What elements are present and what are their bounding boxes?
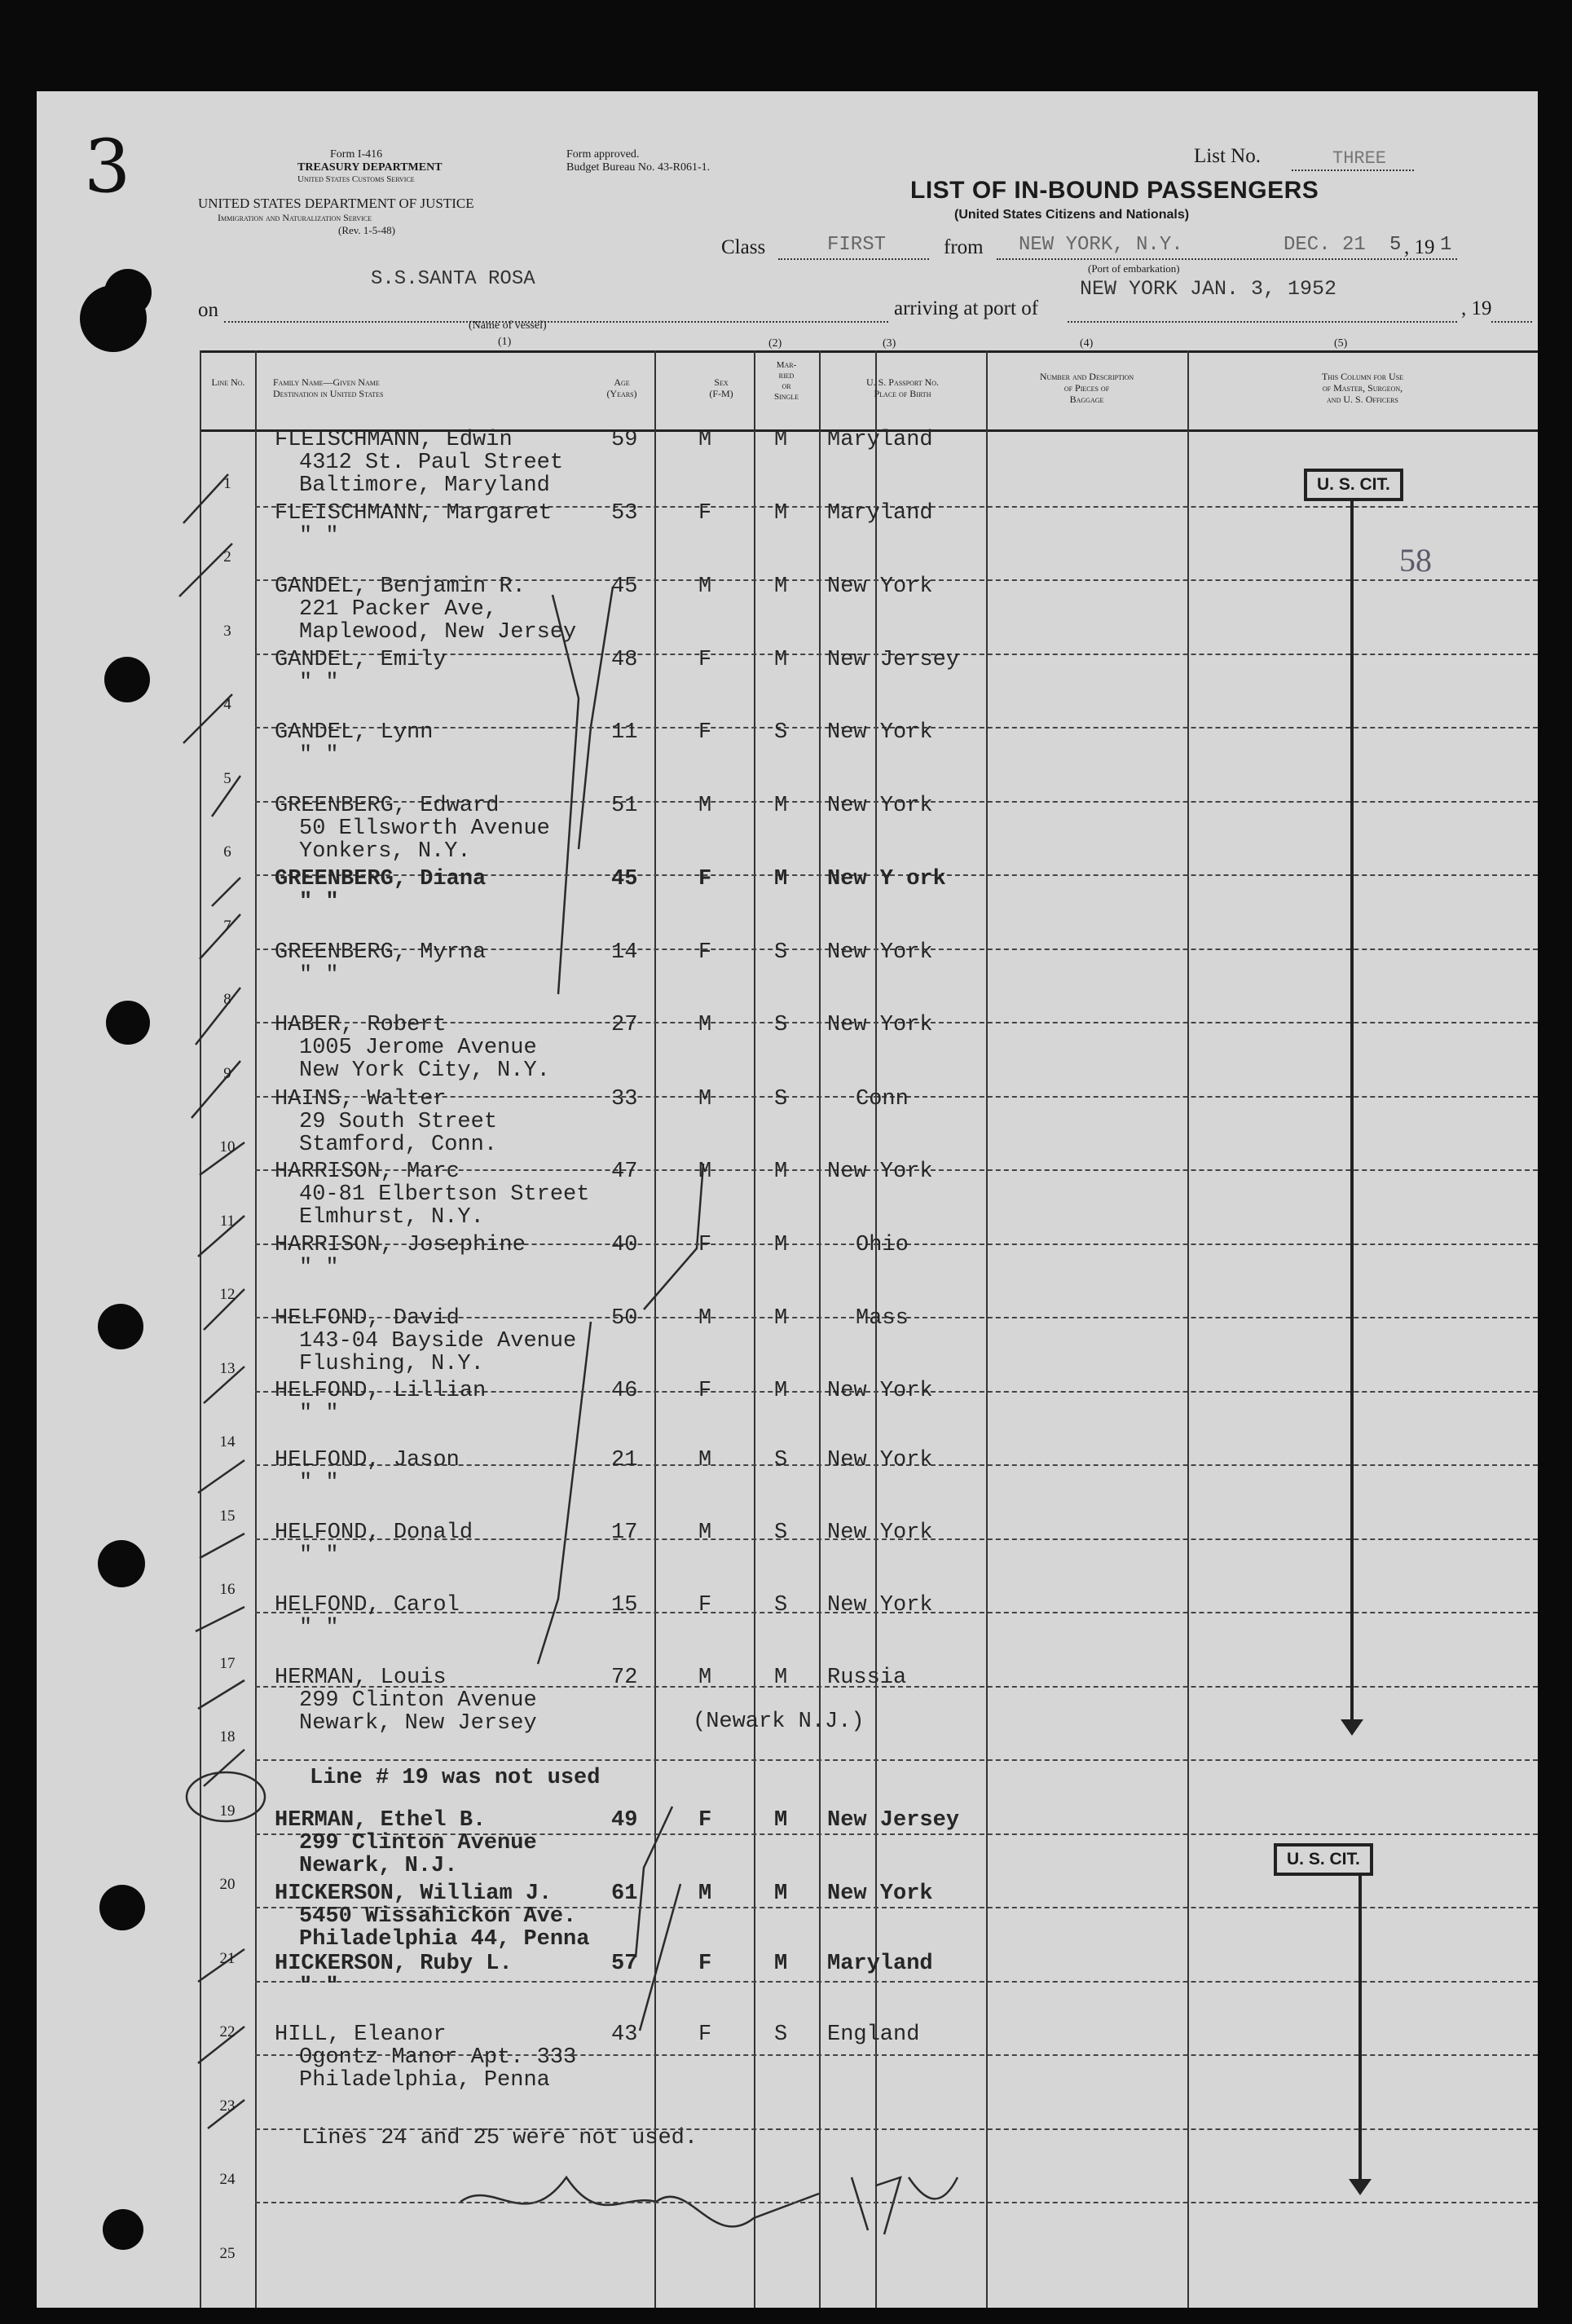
passenger-l3: Philadelphia, Penna bbox=[299, 2068, 550, 2093]
line-number: 2 bbox=[223, 548, 231, 566]
passenger-birth: New York bbox=[827, 574, 933, 599]
passenger-sex: F bbox=[698, 940, 712, 965]
line-number: 17 bbox=[219, 1654, 236, 1672]
line-number: 6 bbox=[223, 843, 231, 860]
passenger-age: 48 bbox=[611, 648, 638, 672]
header-passport: U. S. Passport No. Place of Birth bbox=[865, 376, 940, 399]
passenger-l1: GANDEL, Benjamin R. bbox=[275, 574, 526, 599]
passenger-sex: M bbox=[698, 428, 712, 452]
passenger-l1: HELFOND, Donald bbox=[275, 1521, 473, 1545]
passenger-ms: M bbox=[774, 501, 788, 526]
passenger-age: 33 bbox=[611, 1087, 638, 1111]
line-number: 5 bbox=[223, 769, 231, 787]
row-divider bbox=[255, 1981, 1538, 1983]
passenger-birth: Russia bbox=[827, 1666, 907, 1690]
header-line-no: Line No. bbox=[211, 376, 245, 388]
passenger-ms: S bbox=[774, 1593, 788, 1618]
line-number: 11 bbox=[219, 1212, 236, 1230]
passenger-l3: New York City, N.Y. bbox=[299, 1059, 550, 1083]
passenger-l3: Flushing, N.Y. bbox=[299, 1352, 484, 1376]
passenger-sex: F bbox=[698, 2022, 712, 2047]
passenger-ms: M bbox=[774, 1160, 788, 1184]
passenger-birth: New York bbox=[827, 940, 933, 965]
from-label: from bbox=[944, 236, 984, 258]
passenger-l2: 40-81 Elbertson Street bbox=[299, 1182, 590, 1207]
customs-service: United States Customs Service bbox=[297, 174, 415, 184]
passenger-sex: M bbox=[698, 1666, 712, 1690]
col-num-1: (1) bbox=[498, 336, 512, 348]
passenger-l2: Ogontz Manor Apt. 333 bbox=[299, 2045, 577, 2070]
passenger-ms: S bbox=[774, 940, 788, 965]
note-line-19: Line # 19 was not used bbox=[310, 1766, 601, 1790]
passenger-birth: Maryland bbox=[827, 1952, 933, 1976]
rev-label: (Rev. 1-5-48) bbox=[338, 224, 395, 236]
passenger-sex: F bbox=[698, 720, 712, 745]
line-number: 19 bbox=[219, 1802, 236, 1820]
passenger-birth: Maryland bbox=[827, 501, 933, 526]
passenger-birth: Conn bbox=[856, 1087, 909, 1111]
passenger-sex: F bbox=[698, 867, 712, 891]
note-lines-24-25: Lines 24 and 25 were not used. bbox=[302, 2126, 698, 2150]
passenger-age: 43 bbox=[611, 2022, 638, 2047]
passenger-l1: HILL, Eleanor bbox=[275, 2022, 447, 2047]
passenger-ms: S bbox=[774, 1013, 788, 1037]
passenger-l1: HELFOND, Jason bbox=[275, 1448, 460, 1472]
passenger-l3: Newark, N.J. bbox=[299, 1854, 458, 1878]
line-number: 12 bbox=[219, 1286, 236, 1303]
passenger-age: 21 bbox=[611, 1448, 638, 1472]
passenger-ms: M bbox=[774, 1233, 788, 1257]
passenger-age: 72 bbox=[611, 1666, 638, 1690]
passenger-ms: M bbox=[774, 1666, 788, 1690]
passenger-birth: Maryland bbox=[827, 428, 933, 452]
passenger-birth: New York bbox=[827, 1448, 933, 1472]
punch-hole-2 bbox=[104, 269, 152, 316]
passenger-age: 15 bbox=[611, 1593, 638, 1618]
passenger-extra: (Newark N.J.) bbox=[693, 1710, 865, 1734]
passenger-l1: HELFOND, Carol bbox=[275, 1593, 460, 1618]
passenger-ms: S bbox=[774, 2022, 788, 2047]
passenger-ms: S bbox=[774, 1521, 788, 1545]
passenger-l2: 5450 Wissahickon Ave. bbox=[299, 1904, 577, 1929]
passenger-l2: " " bbox=[299, 1471, 339, 1495]
passenger-l2: 29 South Street bbox=[299, 1110, 498, 1134]
passenger-l1: GREENBERG, Myrna bbox=[275, 940, 487, 965]
manifest-sheet bbox=[37, 91, 1538, 2308]
passenger-birth: New York bbox=[827, 1013, 933, 1037]
passenger-l3: Stamford, Conn. bbox=[299, 1133, 498, 1157]
passenger-l1: HARRISON, Marc bbox=[275, 1160, 460, 1184]
passenger-sex: M bbox=[698, 1306, 712, 1331]
line-number: 16 bbox=[219, 1581, 236, 1598]
passenger-ms: M bbox=[774, 574, 788, 599]
passenger-age: 17 bbox=[611, 1521, 638, 1545]
arrival-year-label: , 19 bbox=[1461, 297, 1492, 319]
passenger-age: 53 bbox=[611, 501, 638, 526]
passenger-l1: HAINS, Walter bbox=[275, 1087, 447, 1111]
passenger-sex: M bbox=[698, 1521, 712, 1545]
list-no-value: THREE bbox=[1332, 148, 1387, 169]
passenger-l3: Maplewood, New Jersey bbox=[299, 620, 577, 645]
punch-hole-4 bbox=[106, 1001, 150, 1045]
passenger-sex: M bbox=[698, 794, 712, 818]
passenger-l2: " " bbox=[299, 524, 339, 548]
passenger-birth: New York bbox=[827, 794, 933, 818]
line-number: 4 bbox=[223, 696, 231, 713]
col-num-5: (5) bbox=[1334, 337, 1348, 350]
line-number: 23 bbox=[219, 2097, 236, 2115]
passenger-l1: HICKERSON, William J. bbox=[275, 1882, 553, 1906]
arrival-value: NEW YORK JAN. 3, 1952 bbox=[1080, 277, 1337, 301]
row-divider bbox=[255, 1759, 1538, 1761]
passenger-birth: New York bbox=[827, 1882, 933, 1906]
handwritten-58: 58 bbox=[1399, 542, 1432, 579]
passenger-sex: M bbox=[698, 1448, 712, 1472]
ins-label: Immigration and Naturalization Service bbox=[218, 212, 372, 223]
passenger-l1: HERMAN, Ethel B. bbox=[275, 1808, 487, 1833]
passenger-l1: HELFOND, David bbox=[275, 1306, 460, 1331]
passenger-ms: M bbox=[774, 867, 788, 891]
passenger-ms: M bbox=[774, 1882, 788, 1906]
passenger-sex: M bbox=[698, 1087, 712, 1111]
passenger-ms: M bbox=[774, 648, 788, 672]
passenger-birth: New York bbox=[827, 1521, 933, 1545]
line-number: 13 bbox=[219, 1359, 236, 1377]
punch-hole-7 bbox=[99, 1885, 145, 1930]
line-number: 20 bbox=[219, 1876, 236, 1893]
us-citizen-stamp-1: U. S. CIT. bbox=[1304, 469, 1403, 501]
passenger-birth: New York bbox=[827, 1379, 933, 1403]
passenger-l1: GREENBERG, Edward bbox=[275, 794, 500, 818]
passenger-l1: HARRISON, Josephine bbox=[275, 1233, 526, 1257]
line-number: 15 bbox=[219, 1507, 236, 1525]
line-number: 8 bbox=[223, 991, 231, 1008]
from-value: NEW YORK, N.Y. bbox=[1019, 234, 1183, 256]
punch-hole-5 bbox=[98, 1304, 143, 1349]
col-num-3: (3) bbox=[883, 337, 896, 350]
passenger-age: 45 bbox=[611, 867, 638, 891]
passenger-l1: HICKERSON, Ruby L. bbox=[275, 1952, 513, 1976]
passenger-ms: M bbox=[774, 428, 788, 452]
passenger-age: 11 bbox=[611, 720, 638, 745]
col-num-4: (4) bbox=[1080, 337, 1094, 350]
year-suffix: 1 bbox=[1440, 234, 1452, 256]
passenger-sex: M bbox=[698, 1013, 712, 1037]
passenger-l2: 143-04 Bayside Avenue bbox=[299, 1329, 577, 1353]
passenger-age: 51 bbox=[611, 794, 638, 818]
passenger-age: 57 bbox=[611, 1952, 638, 1976]
passenger-l2: " " bbox=[299, 1402, 339, 1426]
passenger-sex: M bbox=[698, 1160, 712, 1184]
passenger-l2: 50 Ellsworth Avenue bbox=[299, 816, 550, 841]
passenger-birth: New Jersey bbox=[827, 648, 960, 672]
us-citizen-stamp-2: U. S. CIT. bbox=[1274, 1843, 1373, 1876]
passenger-l2: " " bbox=[299, 890, 339, 914]
passenger-age: 14 bbox=[611, 940, 638, 965]
passenger-birth: New Jersey bbox=[827, 1808, 960, 1833]
passenger-sex: F bbox=[698, 1952, 712, 1976]
passenger-l2: " " bbox=[299, 1616, 339, 1640]
passenger-l1: HERMAN, Louis bbox=[275, 1666, 447, 1690]
vessel-name: S.S.SANTA ROSA bbox=[371, 268, 535, 290]
passenger-ms: M bbox=[774, 1952, 788, 1976]
header-age: Age (Years) bbox=[606, 376, 637, 399]
document-title: LIST OF IN-BOUND PASSENGERS bbox=[910, 177, 1319, 204]
header-baggage: Number and Description of Pieces of Baggage bbox=[1039, 371, 1134, 405]
passenger-ms: M bbox=[774, 794, 788, 818]
passenger-ms: M bbox=[774, 1379, 788, 1403]
passenger-birth: Mass bbox=[856, 1306, 909, 1331]
line-number: 18 bbox=[219, 1728, 236, 1745]
year-label: , 19 bbox=[1404, 236, 1435, 258]
passenger-age: 49 bbox=[611, 1808, 638, 1833]
header-married: Mar- ried or Single bbox=[773, 360, 799, 402]
punch-hole-6 bbox=[98, 1540, 145, 1587]
passenger-l2: 1005 Jerome Avenue bbox=[299, 1036, 537, 1060]
passenger-l2: 221 Packer Ave, bbox=[299, 597, 498, 622]
punch-hole-8 bbox=[103, 2209, 143, 2250]
passenger-birth: New Y ork bbox=[827, 867, 946, 891]
passenger-l1: FLEISCHMANN, Margaret bbox=[275, 501, 553, 526]
passenger-sex: M bbox=[698, 1882, 712, 1906]
vessel-label: (Name of vessel) bbox=[469, 319, 547, 332]
passenger-ms: M bbox=[774, 1808, 788, 1833]
passenger-birth: New York bbox=[827, 1160, 933, 1184]
passenger-sex: F bbox=[698, 1808, 712, 1833]
port-embark-label: (Port of embarkation) bbox=[1088, 262, 1180, 275]
passenger-l2: 299 Clinton Avenue bbox=[299, 1688, 537, 1713]
line-number: 25 bbox=[219, 2244, 236, 2262]
passenger-age: 46 bbox=[611, 1379, 638, 1403]
line-number: 24 bbox=[219, 2171, 236, 2188]
embark-date: DEC. 21 bbox=[1284, 234, 1366, 256]
line-number: 7 bbox=[223, 917, 231, 935]
passenger-ms: M bbox=[774, 1306, 788, 1331]
passenger-sex: F bbox=[698, 501, 712, 526]
row-divider bbox=[255, 2128, 1538, 2130]
passenger-l1: FLEISCHMANN, Edwin bbox=[275, 428, 513, 452]
row-divider bbox=[255, 2202, 1538, 2203]
line-number: 1 bbox=[223, 474, 231, 492]
passenger-l3: Philadelphia 44, Penna bbox=[299, 1927, 590, 1952]
passenger-sex: F bbox=[698, 648, 712, 672]
passenger-l3: Newark, New Jersey bbox=[299, 1711, 537, 1736]
passenger-l3: Yonkers, N.Y. bbox=[299, 839, 471, 864]
passenger-l2: " " bbox=[299, 1256, 339, 1280]
line-number: 14 bbox=[219, 1433, 236, 1450]
passenger-l1: GANDEL, Lynn bbox=[275, 720, 434, 745]
class-value: FIRST bbox=[827, 234, 887, 256]
passenger-sex: F bbox=[698, 1379, 712, 1403]
line-number: 21 bbox=[219, 1949, 236, 1967]
passenger-l3: Baltimore, Maryland bbox=[299, 473, 550, 498]
header-officers: This Column for Use of Master, Surgeon, and U. S. Officers bbox=[1321, 371, 1404, 405]
passenger-l2: " " bbox=[299, 1974, 339, 1999]
passenger-age: 27 bbox=[611, 1013, 638, 1037]
doj-label: UNITED STATES DEPARTMENT OF JUSTICE bbox=[198, 196, 474, 211]
header-sex: Sex (F-M) bbox=[709, 376, 733, 399]
passenger-l2: " " bbox=[299, 671, 339, 695]
passenger-l2: 4312 St. Paul Street bbox=[299, 451, 564, 475]
document-subtitle: (United States Citizens and Nationals) bbox=[954, 208, 1190, 222]
passenger-age: 47 bbox=[611, 1160, 638, 1184]
passenger-ms: S bbox=[774, 1448, 788, 1472]
passenger-l1: GANDEL, Emily bbox=[275, 648, 447, 672]
passenger-birth: New York bbox=[827, 720, 933, 745]
list-no-label: List No. bbox=[1194, 145, 1261, 167]
passenger-ms: S bbox=[774, 720, 788, 745]
arriving-label: arriving at port of bbox=[894, 297, 1039, 319]
treasury-dept: TREASURY DEPARTMENT bbox=[297, 161, 443, 174]
passenger-l2: " " bbox=[299, 743, 339, 768]
budget-bureau: Budget Bureau No. 43-R061-1. bbox=[566, 161, 711, 174]
passenger-l3: Elmhurst, N.Y. bbox=[299, 1205, 484, 1230]
passenger-birth: New York bbox=[827, 1593, 933, 1618]
line-number: 10 bbox=[219, 1138, 236, 1155]
passenger-l2: 299 Clinton Avenue bbox=[299, 1831, 537, 1855]
passenger-l2: " " bbox=[299, 1543, 339, 1568]
passenger-l1: HABER, Robert bbox=[275, 1013, 447, 1037]
passenger-sex: M bbox=[698, 574, 712, 599]
passenger-sex: F bbox=[698, 1233, 712, 1257]
passenger-l1: GREENBERG, Diana bbox=[275, 867, 487, 891]
embark-date-suffix: 5 bbox=[1389, 234, 1402, 256]
form-number: Form I-416 bbox=[330, 148, 383, 161]
passenger-l2: " " bbox=[299, 963, 339, 988]
on-label: on bbox=[198, 299, 218, 321]
passenger-l1: HELFOND, Lillian bbox=[275, 1379, 487, 1403]
passenger-age: 40 bbox=[611, 1233, 638, 1257]
passenger-age: 45 bbox=[611, 574, 638, 599]
passenger-sex: F bbox=[698, 1593, 712, 1618]
line-number: 22 bbox=[219, 2023, 236, 2040]
passenger-birth: Ohio bbox=[856, 1233, 909, 1257]
passenger-birth: England bbox=[827, 2022, 920, 2047]
passenger-age: 50 bbox=[611, 1306, 638, 1331]
form-approved: Form approved. bbox=[566, 148, 640, 161]
passenger-ms: S bbox=[774, 1087, 788, 1111]
class-label: Class bbox=[721, 236, 766, 258]
header-name: Family Name—Given Name Destination in United States bbox=[273, 376, 384, 399]
line-number: 3 bbox=[223, 622, 231, 640]
passenger-age: 61 bbox=[611, 1882, 638, 1906]
line-number: 9 bbox=[223, 1064, 231, 1082]
punch-hole-3 bbox=[104, 657, 150, 702]
margin-number: 3 bbox=[84, 124, 131, 209]
col-num-2: (2) bbox=[768, 337, 782, 350]
passenger-age: 59 bbox=[611, 428, 638, 452]
